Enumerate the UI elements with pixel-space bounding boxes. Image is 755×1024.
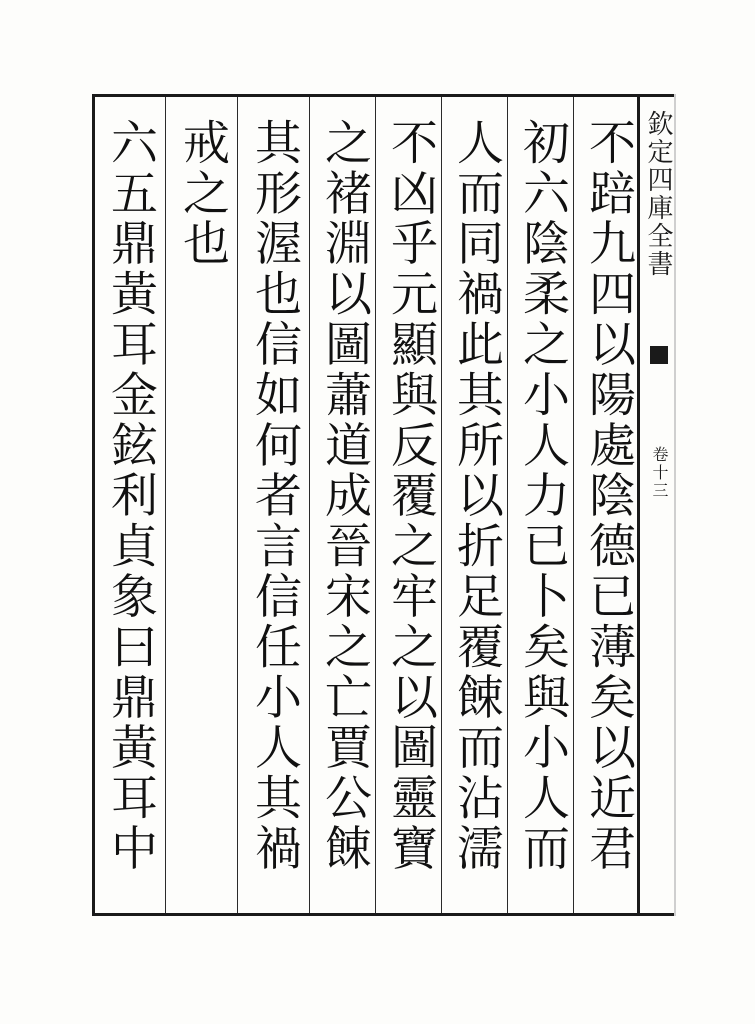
page-edge bbox=[674, 94, 676, 916]
fish-tail-mark bbox=[650, 346, 668, 364]
volume-label: 卷十三 bbox=[650, 446, 669, 500]
column-rule bbox=[375, 97, 376, 913]
text-column-9: 六五鼎黃耳金鉉利貞象曰鼎黃耳中 bbox=[103, 118, 158, 874]
text-column-5: 之褚淵以圖蕭道成晉宋之亡賈公餗 bbox=[317, 118, 372, 874]
text-column-7: 戒之也 bbox=[175, 118, 230, 270]
column-rule bbox=[441, 97, 442, 913]
column-rule bbox=[507, 97, 508, 913]
column-rule bbox=[237, 97, 238, 913]
text-column-1: 不踣九四以陽處陰德已薄矣以近君 bbox=[581, 118, 636, 874]
column-rule bbox=[309, 97, 310, 913]
text-column-4: 不凶乎元顯與反覆之牢之以圖靈寶 bbox=[383, 118, 438, 874]
text-column-3: 人而同禍此其所以折足覆餗而沾濡 bbox=[449, 118, 504, 874]
column-rule bbox=[165, 97, 166, 913]
text-column-6: 其形渥也信如何者言信任小人其禍 bbox=[247, 118, 302, 874]
column-rule bbox=[573, 97, 574, 913]
text-column-2: 初六陰柔之小人力已卜矣與小人而 bbox=[515, 118, 570, 874]
fold-title: 欽定四庫全書 bbox=[643, 110, 673, 278]
